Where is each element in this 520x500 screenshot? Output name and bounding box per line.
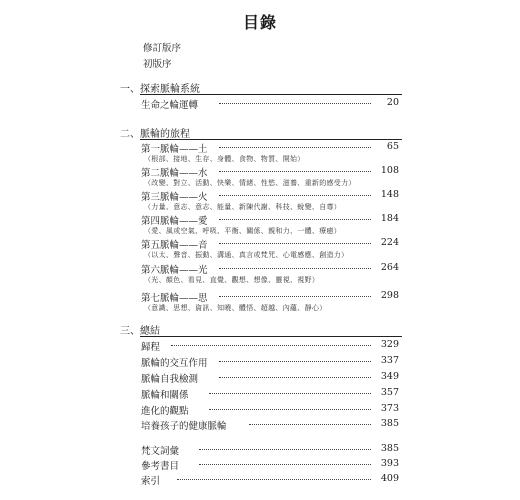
toc-entry-label: 第五脈輪——音 — [141, 240, 208, 251]
toc-entry-bibliography[interactable] — [137, 458, 399, 472]
toc-entry-label: 第四脈輪——愛 — [141, 216, 208, 227]
toc-entry-page: 65 — [386, 141, 399, 152]
toc-entry-page: 349 — [380, 371, 399, 382]
leader-dots — [249, 424, 371, 425]
section-divider — [140, 336, 402, 337]
front-matter-first-preface[interactable]: 初版序 — [143, 59, 172, 70]
toc-entry-label: 第一脈輪——土 — [141, 144, 208, 155]
toc-entry-page: 20 — [386, 97, 399, 108]
chakra-4-keywords: （愛、風或空氣、呼吸、平衡、關係、親和力、一體、療癒） — [144, 227, 342, 235]
toc-title: 目錄 — [242, 13, 277, 32]
leader-dots — [209, 409, 371, 410]
toc-entry-chakra-3[interactable] — [137, 189, 399, 203]
front-matter-revised-preface[interactable]: 修訂版序 — [143, 43, 182, 54]
leader-dots — [199, 449, 371, 450]
toc-entry-page: 298 — [380, 290, 399, 301]
toc-entry-children[interactable] — [137, 418, 399, 432]
leader-dots — [219, 243, 371, 244]
toc-entry-page: 224 — [380, 237, 399, 248]
toc-entry-label: 培養孩子的健康脈輪 — [141, 421, 227, 432]
toc-entry-relationships[interactable] — [137, 387, 399, 401]
section-heading-part2: 二、脈輪的旅程 — [120, 129, 190, 140]
leader-dots — [219, 219, 371, 220]
toc-entry-label: 第三脈輪——火 — [141, 192, 208, 203]
toc-entry-chakra-1[interactable] — [137, 141, 399, 155]
section-divider — [140, 139, 402, 140]
toc-entry-label: 生命之輪運轉 — [141, 100, 199, 111]
toc-entry-page: 357 — [380, 387, 399, 398]
section-divider — [140, 94, 402, 95]
leader-dots — [219, 171, 371, 172]
toc-entry-page: 329 — [380, 339, 399, 350]
toc-entry-label: 脈輪和關係 — [141, 390, 189, 401]
toc-entry-page: 108 — [380, 165, 399, 176]
toc-entry-evolution[interactable] — [137, 403, 399, 417]
toc-entry-label: 第六脈輪——光 — [141, 265, 208, 276]
leader-dots — [177, 479, 371, 480]
leader-dots — [199, 464, 371, 465]
chakra-2-keywords: （改變、對立、活動、快樂、情緒、性慾、滋養、重新的感受力） — [144, 179, 356, 187]
toc-entry-life-wheel[interactable] — [137, 97, 399, 111]
toc-entry-label: 第七脈輪——思 — [141, 293, 208, 304]
toc-entry-chakra-4[interactable] — [137, 213, 399, 227]
toc-entry-page: 373 — [380, 403, 399, 414]
toc-entry-glossary[interactable] — [137, 443, 399, 457]
toc-entry-chakra-6[interactable] — [137, 262, 399, 276]
chakra-1-keywords: （根部、接地、生存、身體、食物、物質、開始） — [144, 155, 305, 163]
toc-entry-label: 脈輪的交互作用 — [141, 358, 208, 369]
chakra-5-keywords: （以太、聲音、振動、溝通、真言或梵咒、心電感應、創造力） — [144, 251, 349, 259]
section-heading-part1: 一、探索脈輪系統 — [120, 84, 200, 95]
toc-entry-page: 385 — [380, 418, 399, 429]
toc-entry-label: 索引 — [141, 476, 161, 487]
toc-entry-chakra-7[interactable] — [137, 290, 399, 304]
toc-entry-chakra-2[interactable] — [137, 165, 399, 179]
section-heading-part3: 三、總結 — [120, 326, 160, 337]
toc-entry-page: 148 — [380, 189, 399, 200]
toc-entry-label: 梵文詞彙 — [141, 446, 180, 457]
toc-entry-label: 脈輪自我檢測 — [141, 374, 199, 385]
leader-dots — [219, 103, 371, 104]
leader-dots — [219, 296, 371, 297]
toc-entry-label: 進化的觀點 — [141, 406, 189, 417]
chakra-7-keywords: （意識、思想、資訊、知曉、體悟、超越、內蘊、靜心） — [144, 304, 327, 312]
leader-dots — [209, 393, 371, 394]
toc-entry-page: 385 — [380, 443, 399, 454]
toc-entry-page: 337 — [380, 355, 399, 366]
leader-dots — [171, 345, 371, 346]
toc-entry-page: 264 — [380, 262, 399, 273]
leader-dots — [219, 377, 371, 378]
leader-dots — [219, 361, 371, 362]
toc-entry-self-test[interactable] — [137, 371, 399, 385]
toc-entry-label: 第二脈輪——水 — [141, 168, 208, 179]
toc-entry-index[interactable] — [137, 473, 399, 487]
toc-entry-label: 參考書目 — [141, 461, 180, 472]
toc-entry-interaction[interactable] — [137, 355, 399, 369]
toc-entry-page: 409 — [380, 473, 399, 484]
toc-entry-page: 184 — [380, 213, 399, 224]
toc-entry-page: 393 — [380, 458, 399, 469]
leader-dots — [219, 195, 371, 196]
toc-entry-label: 歸程 — [141, 342, 161, 353]
leader-dots — [219, 147, 371, 148]
chakra-6-keywords: （光、顏色、看見、直覺、觀想、想像、靈視、視野） — [144, 276, 320, 284]
leader-dots — [219, 268, 371, 269]
chakra-3-keywords: （力量、意志、意志、能量、新陳代謝、科技、蛻變、自尊） — [144, 203, 342, 211]
toc-entry-chakra-5[interactable] — [137, 237, 399, 251]
toc-entry-return[interactable] — [137, 339, 399, 353]
